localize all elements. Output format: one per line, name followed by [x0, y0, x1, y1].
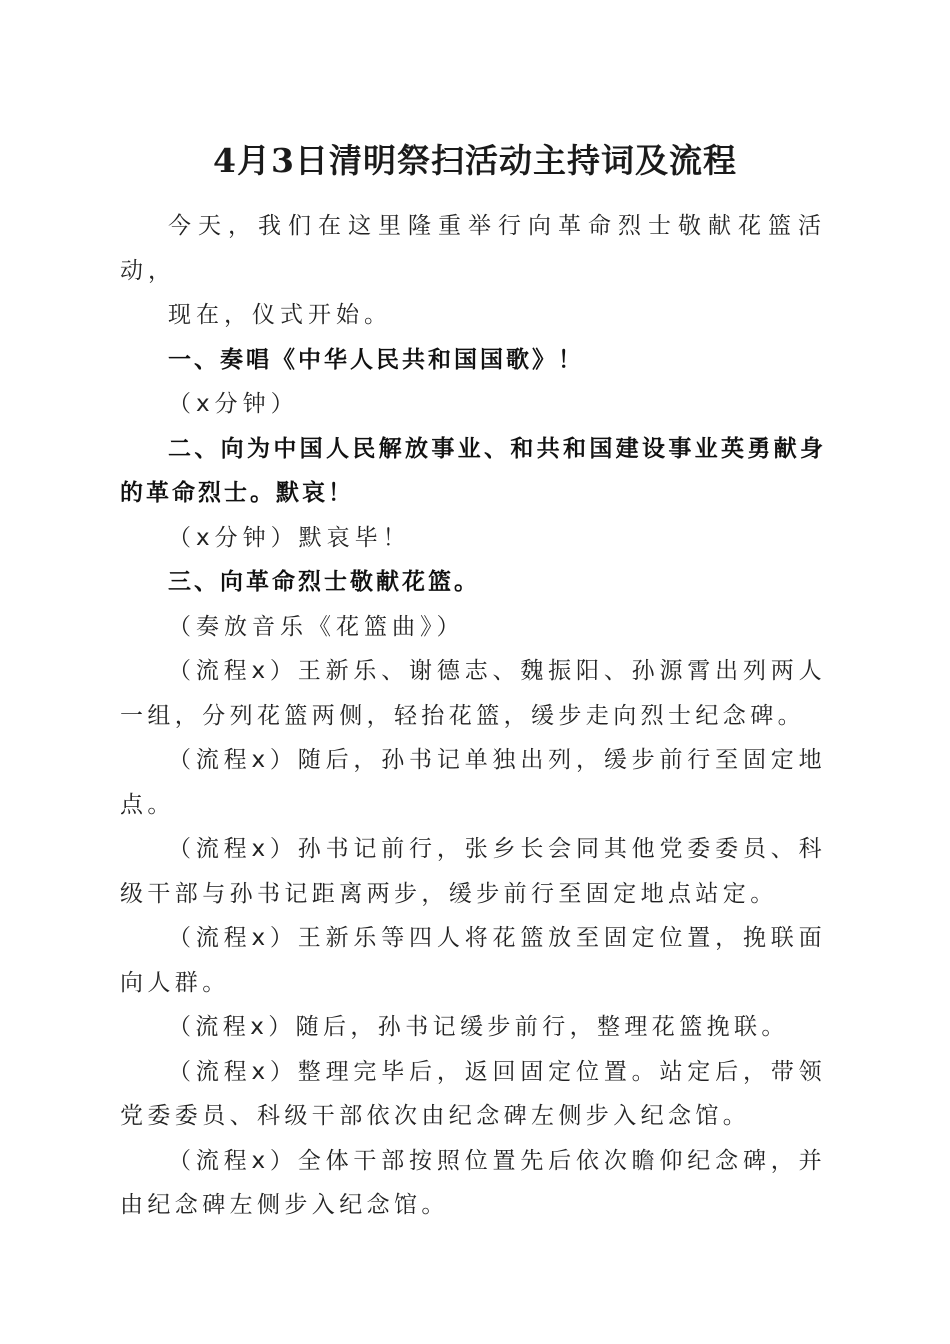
paragraph-ceremony-start: 现在，仪式开始。	[168, 302, 392, 328]
paragraph-opening: 今天，我们在这里隆重举行向革命烈士敬献花篮活动，	[120, 213, 826, 284]
paragraph-step-7: （流程x）全体干部按照位置先后依次瞻仰纪念碑，并由纪念碑左侧步入纪念馆。	[120, 1147, 826, 1218]
paragraph-step-2: （流程x）随后，孙书记单独出列，缓步前行至固定地点。	[120, 747, 826, 818]
paragraph-step-1: （流程x）王新乐、谢德志、魏振阳、孙源霄出列两人一组，分列花篮两侧，轻抬花篮，缓步走向烈士纪念碑。	[120, 658, 826, 729]
paragraph-step-4: （流程x）王新乐等四人将花篮放至固定位置，挽联面向人群。	[120, 925, 826, 996]
document-title: 4月3日清明祭扫活动主持词及流程	[213, 141, 737, 180]
paragraph-anthem-duration: （x分钟）	[168, 391, 299, 417]
paragraph-silence-duration: （x分钟）默哀毕！	[168, 524, 411, 551]
section-heading-silence: 二、向为中国人民解放事业、和共和国建设事业英勇献身的革命烈士。默哀！	[120, 435, 826, 506]
document-body	[120, 204, 826, 1228]
paragraph-step-3: （流程x）孙书记前行，张乡长会同其他党委委员、科级干部与孙书记距离两步，缓步前行至固定地点站定。	[120, 836, 826, 907]
section-heading-flower-basket: 三、向革命烈士敬献花篮。	[168, 569, 480, 595]
paragraph-step-6: （流程x）整理完毕后，返回固定位置。站定后，带领党委委员、科级干部依次由纪念碑左侧步入纪念馆。	[120, 1058, 826, 1129]
paragraph-music: （奏放音乐《花篮曲》）	[168, 613, 465, 640]
paragraph-step-5: （流程x）随后，孙书记缓步前行，整理花篮挽联。	[168, 1014, 789, 1040]
section-heading-anthem: 一、奏唱《中华人民共和国国歌》！	[168, 346, 584, 373]
